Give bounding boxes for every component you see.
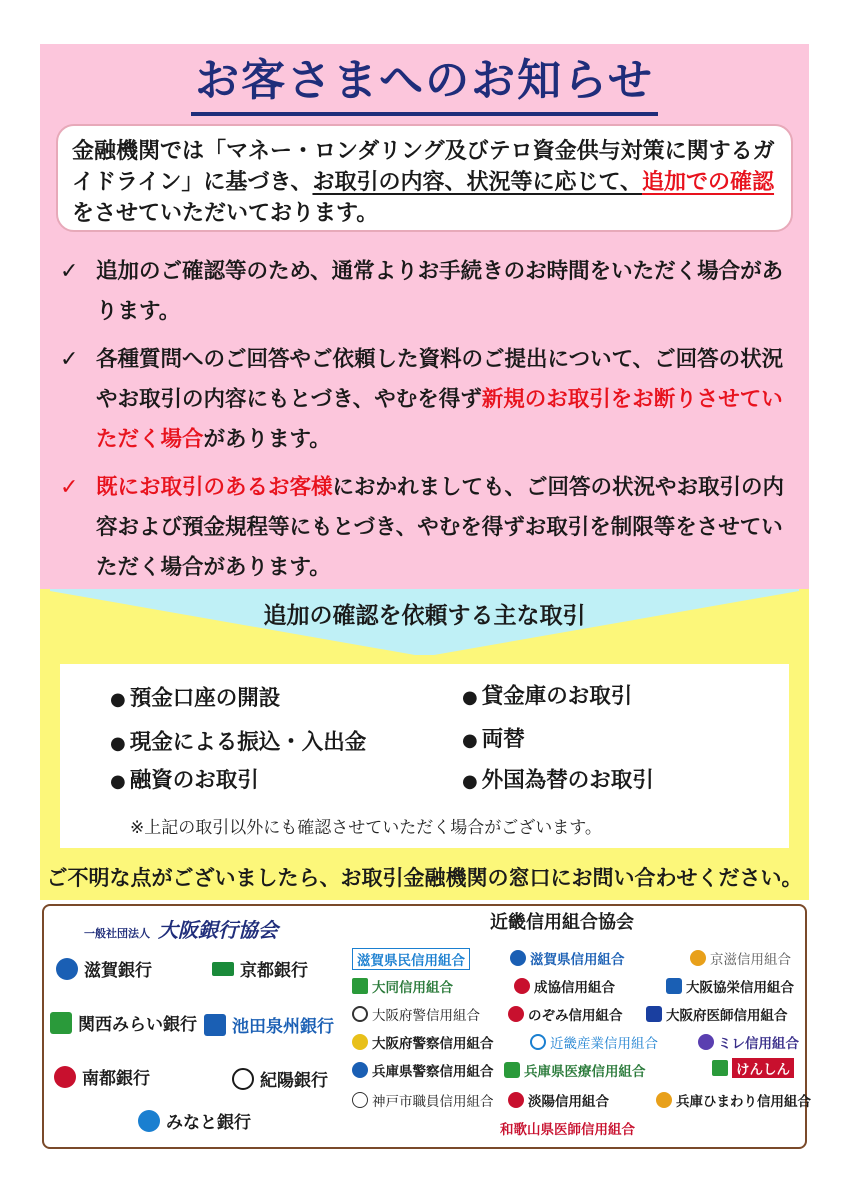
credit-union-icon bbox=[352, 1092, 368, 1108]
credit-union-icon bbox=[690, 950, 706, 966]
credit-union-icon bbox=[656, 1092, 672, 1108]
bullet-item-3 bbox=[60, 468, 795, 588]
credit-union-logo: 滋賀県民信用組合 bbox=[352, 948, 470, 970]
credit-union-icon bbox=[352, 978, 368, 994]
kiyo-bank-logo: 紀陽銀行 bbox=[232, 1066, 328, 1091]
intro-text-4: をさせていただいております。 bbox=[72, 201, 379, 226]
credit-union-logo: 兵庫県警察信用組合 bbox=[352, 1060, 494, 1080]
note-text: ※上記の取引以外にも確認させていただく場合がございます。 bbox=[130, 818, 602, 838]
credit-union-logo: 大同信用組合 bbox=[352, 976, 453, 996]
transaction-label: 貸金庫のお取引 bbox=[481, 684, 633, 709]
credit-union-icon bbox=[510, 950, 526, 966]
intro-text-red: 追加での確認 bbox=[642, 170, 775, 195]
bullet-dot-icon: ● bbox=[110, 771, 126, 792]
osaka-bankers-association-logo: 一般社団法人 大阪銀行協会 bbox=[84, 918, 278, 942]
credit-union-icon bbox=[698, 1034, 714, 1050]
credit-union-logo: 京滋信用組合 bbox=[690, 948, 791, 968]
credit-union-logo: 滋賀県信用組合 bbox=[510, 948, 625, 968]
credit-union-logo: 兵庫ひまわり信用組合 bbox=[656, 1090, 811, 1110]
transaction-label: 現金による振込・入出金 bbox=[129, 730, 367, 755]
credit-union-logo: 大阪協栄信用組合 bbox=[666, 976, 794, 996]
page-title: お客さまへのお知らせ bbox=[191, 52, 658, 116]
transaction-label: 融資のお取引 bbox=[129, 768, 259, 793]
contact-footer: ご不明な点がございましたら、お取引金融機関の窓口にお問い合わせください。 bbox=[46, 866, 803, 890]
page-title-wrap bbox=[40, 52, 809, 116]
bullet-item-1 bbox=[60, 252, 795, 332]
check-icon: ✓ bbox=[60, 347, 79, 372]
bullet-text-end: におかれましても、ご回答の状況やお取引の内容および預金規程等にもとづき、やむを得ずお取引を制限等をさせていただく場合があります。 bbox=[96, 475, 785, 580]
check-icon: ✓ bbox=[60, 475, 79, 500]
transaction-item bbox=[462, 766, 654, 797]
credit-union-logo: けんしん bbox=[712, 1058, 794, 1078]
check-icon: ✓ bbox=[60, 259, 79, 284]
ikeda-senshu-bank-icon bbox=[204, 1014, 226, 1036]
credit-union-icon bbox=[352, 1062, 368, 1078]
transaction-item bbox=[462, 682, 632, 713]
kyoto-bank-icon bbox=[212, 962, 234, 976]
credit-union-icon bbox=[508, 1092, 524, 1108]
transaction-label: 預金口座の開設 bbox=[129, 686, 281, 711]
intro-text-1: 金融機関では「マネー・ロンダリング及びテロ資金供与対策に関するガイドライン」に基づき、 bbox=[72, 139, 775, 195]
nanto-bank-icon bbox=[54, 1066, 76, 1088]
kinki-credit-union-association: 近畿信用組合協会 bbox=[490, 912, 634, 933]
credit-union-logo: 近畿産業信用組合 bbox=[530, 1032, 658, 1052]
bullet-text: 追加のご確認等のため、通常よりお手続きのお時間をいただく場合があります。 bbox=[96, 259, 784, 324]
section-heading: 追加の確認を依頼する主な取引 bbox=[263, 603, 586, 629]
intro-box bbox=[56, 124, 793, 232]
bullet-list bbox=[60, 252, 795, 596]
bullet-dot-icon: ● bbox=[462, 771, 478, 792]
ikeda-senshu-bank-logo: 池田泉州銀行 bbox=[204, 1012, 334, 1037]
bullet-dot-icon: ● bbox=[462, 730, 478, 751]
credit-union-icon bbox=[504, 1062, 520, 1078]
credit-union-icon bbox=[666, 978, 682, 994]
bullet-text: 各種質問へのご回答やご依頼した資料のご提出について、ご回答の状況やお取引の内容にもとづき、やむを得ず bbox=[96, 347, 784, 412]
intro-text-underlined: お取引の内容、状況等に応じて、 bbox=[312, 170, 643, 195]
credit-union-icon bbox=[530, 1034, 546, 1050]
kyoto-bank-logo: 京都銀行 bbox=[212, 956, 308, 981]
bullet-dot-icon: ● bbox=[110, 689, 126, 710]
credit-union-logo: ミレ信用組合 bbox=[698, 1032, 799, 1052]
kansai-mirai-bank-logo: 関西みらい銀行 bbox=[50, 1010, 197, 1035]
credit-union-icon bbox=[514, 978, 530, 994]
credit-union-logo: 兵庫県医療信用組合 bbox=[504, 1060, 646, 1080]
transaction-label: 両替 bbox=[481, 727, 525, 752]
credit-union-logo: 大阪府警察信用組合 bbox=[352, 1032, 494, 1052]
credit-union-logo: 大阪府警信用組合 bbox=[352, 1004, 480, 1024]
kiyo-bank-icon bbox=[232, 1068, 254, 1090]
shiga-bank-icon bbox=[56, 958, 78, 980]
minato-bank-logo: みなと銀行 bbox=[138, 1108, 251, 1133]
bullet-text-red: 新規のお取引をお断りさせていただく場合 bbox=[96, 387, 783, 452]
credit-union-icon bbox=[352, 1006, 368, 1022]
credit-union-logo: 大阪府医師信用組合 bbox=[646, 1004, 788, 1024]
bullet-text-end: があります。 bbox=[203, 427, 331, 452]
credit-union-icon bbox=[508, 1006, 524, 1022]
credit-union-logo: 神戸市職員信用組合 bbox=[352, 1090, 494, 1110]
shiga-bank-logo: 滋賀銀行 bbox=[56, 956, 152, 981]
bullet-item-2 bbox=[60, 340, 795, 460]
transaction-item bbox=[110, 728, 366, 759]
nanto-bank-logo: 南都銀行 bbox=[54, 1064, 150, 1089]
credit-union-logo: 成協信用組合 bbox=[514, 976, 615, 996]
transaction-item bbox=[462, 725, 525, 756]
bullet-text-red: 既にお取引のあるお客様 bbox=[96, 475, 333, 500]
credit-union-icon bbox=[646, 1006, 662, 1022]
credit-union-icon bbox=[352, 1034, 368, 1050]
bullet-dot-icon: ● bbox=[110, 733, 126, 754]
minato-bank-icon bbox=[138, 1110, 160, 1132]
credit-union-logo: 淡陽信用組合 bbox=[508, 1090, 609, 1110]
credit-union-logo: 和歌山県医師信用組合 bbox=[500, 1122, 635, 1138]
kansai-mirai-bank-icon bbox=[50, 1012, 72, 1034]
transaction-item bbox=[110, 766, 259, 797]
credit-union-icon bbox=[712, 1060, 728, 1076]
credit-union-logo: のぞみ信用組合 bbox=[508, 1004, 623, 1024]
transaction-label: 外国為替のお取引 bbox=[481, 768, 654, 793]
bullet-dot-icon: ● bbox=[462, 687, 478, 708]
transaction-item bbox=[110, 684, 280, 715]
